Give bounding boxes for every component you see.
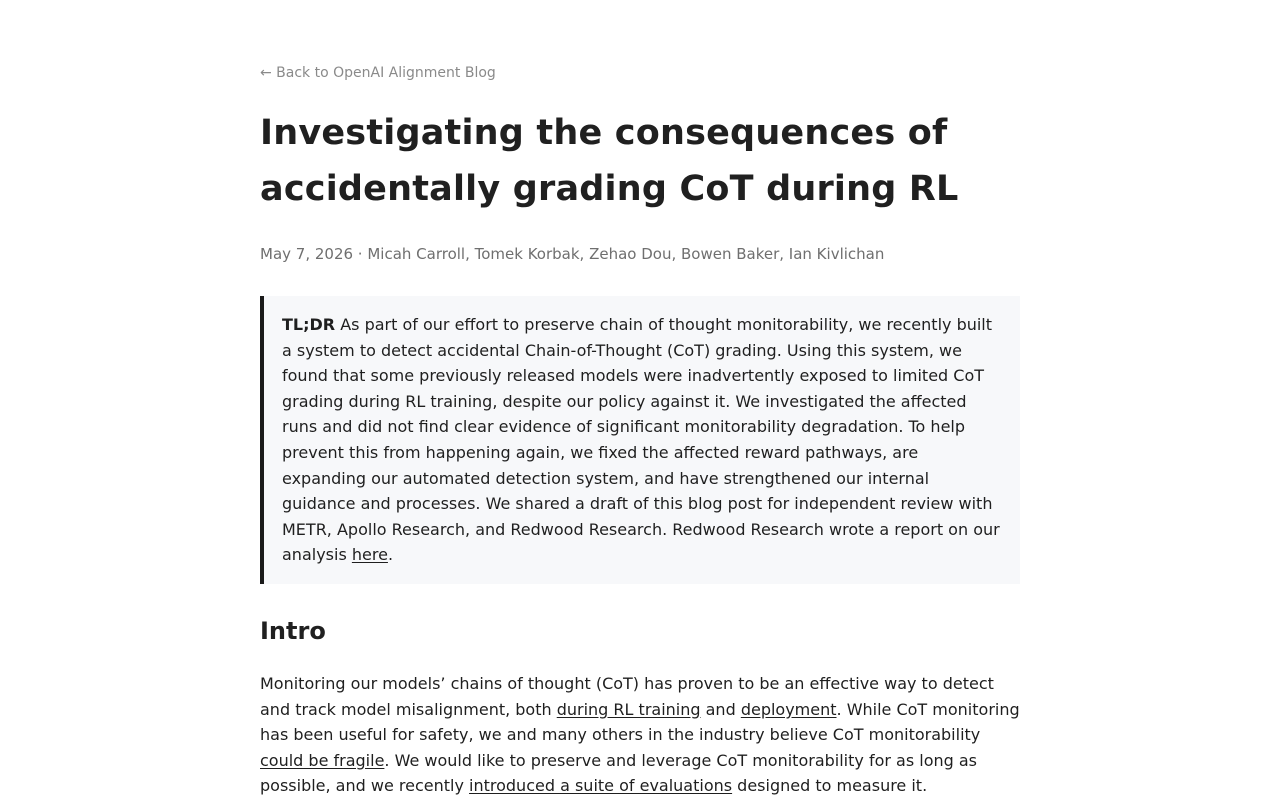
intro-text-1: Monitoring our models’ chains of thought (CoT) has proven to be an effective way to detect and track model misalignment, both [260, 674, 994, 719]
intro-heading: Intro [260, 617, 326, 645]
deployment-link[interactable]: deployment [740, 699, 837, 719]
back-to-blog-link[interactable]: ← Back to OpenAI Alignment Blog [260, 65, 496, 81]
tldr-paragraph [282, 312, 1002, 568]
tldr-end: . [387, 545, 394, 565]
intro-text-4: . We would like to preserve and leverage CoT monitorability for as long as possible, and we recently [260, 750, 978, 796]
during-rl-training-link[interactable]: during RL training [556, 699, 701, 719]
tldr-text: As part of our effort to preserve chain of thought monitorability, we recently built a system to detect accidental Chain-of-Thought (CoT) grading. Using this system, we found that some previously released models were inadvertently exposed to limited CoT grading during RL training, despite our policy against it. We investigated the affected runs and did not find clear evidence of significant monitorability degradation. To help prevent this from happening again, we fixed the affected reward pathways, are expanding our automated detection system, and have strengthened our internal guidance and processes. We shared a draft of this blog post for independent review with METR, Apollo Research, and Redwood Research. Redwood Research wrote a report on our analysis [282, 315, 1000, 565]
article-byline: May 7, 2026 · Micah Carroll, Tomek Korbak, Zehao Dou, Bowen Baker, Ian Kivlichan [260, 245, 885, 263]
tldr-callout [260, 296, 1020, 584]
tldr-label: TL;DR [282, 315, 336, 334]
intro-paragraph [260, 671, 1025, 799]
evaluations-suite-link[interactable]: introduced a suite of evaluations [469, 776, 733, 796]
tldr-here-link[interactable]: here [351, 545, 388, 565]
intro-text-2: and [700, 699, 741, 719]
page-title: Investigating the consequences of accidentally grading CoT during RL [260, 113, 959, 209]
intro-text-5: designed to measure it. [732, 776, 928, 796]
could-be-fragile-link[interactable]: could be fragile [260, 750, 385, 770]
intro-text-3: . While CoT monitoring has been useful for safety, we and many others in the industry believe CoT monitorability [260, 699, 1020, 745]
